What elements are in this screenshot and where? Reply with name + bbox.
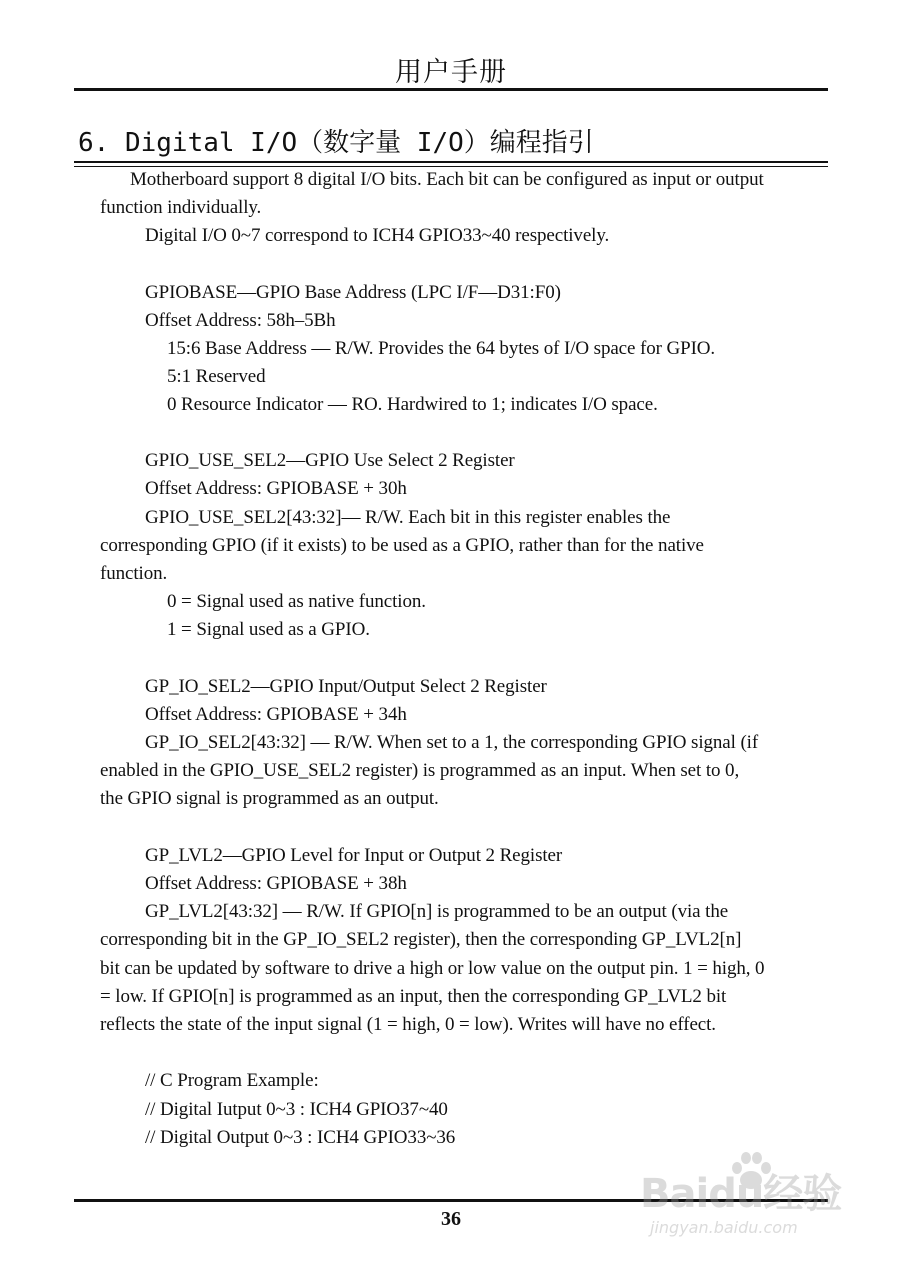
bit-description: 0 Resource Indicator — RO. Hardwired to 1; indicates I/O space.	[167, 394, 658, 415]
paragraph-line: reflects the state of the input signal (1 = high, 0 = low). Writes will have no effect.	[100, 1014, 716, 1035]
paragraph-line: Digital I/O 0~7 correspond to ICH4 GPIO33~40 respectively.	[145, 225, 610, 246]
paragraph-line: GPIO_USE_SEL2[43:32]— R/W. Each bit in this register enables the	[145, 507, 671, 528]
paragraph-line: function.	[100, 563, 168, 584]
bit-description: 5:1 Reserved	[167, 366, 266, 387]
watermark-url: jingyan.baidu.com	[650, 1218, 798, 1237]
code-comment: // C Program Example:	[145, 1070, 319, 1091]
header-rule	[74, 88, 828, 91]
paragraph-line: corresponding bit in the GP_IO_SEL2 register), then the corresponding GP_LVL2[n]	[100, 929, 742, 950]
value-description: 0 = Signal used as native function.	[167, 591, 426, 612]
code-comment: // Digital Iutput 0~3 : ICH4 GPIO37~40	[145, 1099, 448, 1120]
paragraph-line: = low. If GPIO[n] is programmed as an input, then the corresponding GP_LVL2 bit	[100, 986, 727, 1007]
section-title: 6. Digital I/O（数字量 I/O）编程指引	[78, 128, 594, 158]
register-title: GP_LVL2—GPIO Level for Input or Output 2 Register	[145, 845, 563, 866]
paragraph-line: GP_LVL2[43:32] — R/W. If GPIO[n] is programmed to be an output (via the	[145, 901, 729, 922]
section-rule	[74, 161, 828, 163]
bit-description: 15:6 Base Address — R/W. Provides the 64 bytes of I/O space for GPIO.	[167, 338, 716, 359]
offset-address: Offset Address: GPIOBASE + 30h	[145, 478, 407, 499]
register-title: GP_IO_SEL2—GPIO Input/Output Select 2 Register	[145, 676, 547, 697]
code-comment: // Digital Output 0~3 : ICH4 GPIO33~36	[145, 1127, 456, 1148]
paragraph-line: bit can be updated by software to drive a high or low value on the output pin. 1 = high, 0	[100, 958, 765, 979]
paragraph-line: the GPIO signal is programmed as an output.	[100, 788, 439, 809]
register-title: GPIOBASE—GPIO Base Address (LPC I/F—D31:F0)	[145, 282, 561, 303]
offset-address: Offset Address: GPIOBASE + 38h	[145, 873, 407, 894]
paragraph-line: GP_IO_SEL2[43:32] — R/W. When set to a 1, the corresponding GPIO signal (if	[145, 732, 759, 753]
section-rule-thin	[74, 166, 828, 167]
paw-icon	[728, 1150, 774, 1194]
offset-address: Offset Address: 58h–5Bh	[145, 310, 336, 331]
footer-rule	[74, 1199, 828, 1202]
value-description: 1 = Signal used as a GPIO.	[167, 619, 370, 640]
paragraph-line: corresponding GPIO (if it exists) to be used as a GPIO, rather than for the native	[100, 535, 704, 556]
paragraph-line: enabled in the GPIO_USE_SEL2 register) is programmed as an input. When set to 0,	[100, 760, 740, 781]
paragraph-line: Motherboard support 8 digital I/O bits. Each bit can be configured as input or output	[130, 169, 764, 190]
offset-address: Offset Address: GPIOBASE + 34h	[145, 704, 407, 725]
watermark-logo: Baidu经验	[640, 1171, 842, 1217]
document-header-title: 用户手册	[395, 57, 507, 88]
page-number: 36	[441, 1208, 461, 1230]
paragraph-line: function individually.	[100, 197, 262, 218]
register-title: GPIO_USE_SEL2—GPIO Use Select 2 Register	[145, 450, 515, 471]
